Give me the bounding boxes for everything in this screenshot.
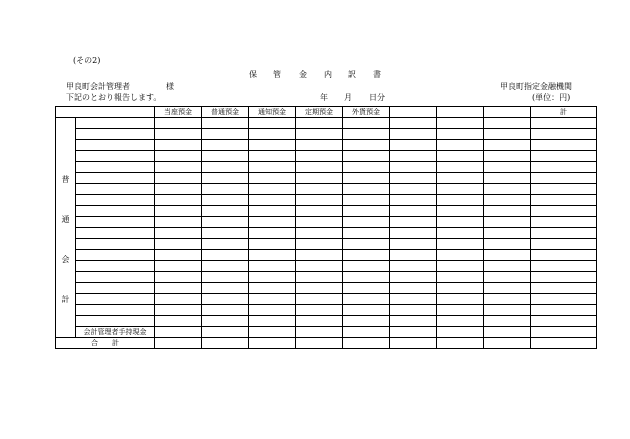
bank-name: 甲良町指定金融機関 [500, 82, 572, 91]
amount-cell[interactable] [343, 327, 390, 338]
amount-cell[interactable] [296, 140, 343, 151]
amount-cell[interactable] [390, 217, 437, 228]
row-description-cell[interactable] [76, 151, 155, 162]
amount-cell[interactable] [531, 206, 597, 217]
title-char: 内 [324, 70, 332, 79]
amount-cell[interactable] [390, 195, 437, 206]
title-char: 訳 [348, 70, 356, 79]
amount-cell[interactable] [390, 162, 437, 173]
addressee: 甲良町会計管理者 [66, 82, 130, 91]
amount-cell[interactable] [484, 272, 531, 283]
row-description-cell[interactable] [76, 305, 155, 316]
amount-cell[interactable] [343, 294, 390, 305]
amount-cell[interactable] [155, 140, 202, 151]
amount-cell[interactable] [531, 173, 597, 184]
row-description-cell[interactable] [76, 272, 155, 283]
table-row [56, 305, 597, 316]
column-header [390, 107, 437, 118]
amount-cell[interactable] [484, 195, 531, 206]
table-row [56, 162, 597, 173]
amount-cell[interactable] [296, 151, 343, 162]
amount-cell[interactable] [155, 228, 202, 239]
amount-cell[interactable] [249, 327, 296, 338]
amount-cell[interactable] [343, 140, 390, 151]
amount-cell[interactable] [249, 250, 296, 261]
amount-cell[interactable] [343, 239, 390, 250]
section-label-char: 普 [61, 175, 70, 184]
amount-cell[interactable] [155, 217, 202, 228]
amount-cell[interactable] [531, 261, 597, 272]
row-description-cell[interactable] [76, 217, 155, 228]
table-row [56, 261, 597, 272]
amount-cell[interactable] [484, 206, 531, 217]
row-description-cell[interactable] [76, 316, 155, 327]
amount-cell[interactable] [202, 228, 249, 239]
amount-cell[interactable] [249, 162, 296, 173]
amount-cell[interactable] [531, 272, 597, 283]
amount-cell[interactable] [249, 195, 296, 206]
amount-cell[interactable] [202, 327, 249, 338]
total-amount-cell[interactable] [296, 338, 343, 349]
amount-cell[interactable] [390, 140, 437, 151]
table-row [56, 151, 597, 162]
cash-row [56, 327, 597, 338]
amount-cell[interactable] [484, 250, 531, 261]
amount-cell[interactable] [343, 228, 390, 239]
amount-cell[interactable] [484, 261, 531, 272]
row-description-cell[interactable] [76, 228, 155, 239]
amount-cell[interactable] [343, 184, 390, 195]
amount-cell[interactable] [249, 140, 296, 151]
section-label-char: 計 [61, 295, 70, 304]
amount-cell[interactable] [296, 228, 343, 239]
total-amount-cell[interactable] [155, 338, 202, 349]
column-header: 当座預金 [155, 107, 202, 118]
amount-cell[interactable] [437, 316, 484, 327]
amount-cell[interactable] [155, 195, 202, 206]
amount-cell[interactable] [155, 250, 202, 261]
amount-cell[interactable] [296, 184, 343, 195]
amount-cell[interactable] [296, 283, 343, 294]
section-label-char: 通 [61, 215, 70, 224]
amount-cell[interactable] [484, 129, 531, 140]
amount-cell[interactable] [531, 162, 597, 173]
amount-cell[interactable] [155, 184, 202, 195]
amount-cell[interactable] [296, 305, 343, 316]
amount-cell[interactable] [531, 195, 597, 206]
amount-cell[interactable] [202, 250, 249, 261]
table-row [56, 239, 597, 250]
row-description-cell[interactable] [76, 294, 155, 305]
amount-cell[interactable] [390, 294, 437, 305]
table-row [56, 140, 597, 151]
amount-cell[interactable] [390, 283, 437, 294]
amount-cell[interactable] [202, 129, 249, 140]
row-description-cell[interactable] [76, 129, 155, 140]
amount-cell[interactable] [202, 272, 249, 283]
amount-cell[interactable] [343, 173, 390, 184]
row-description-cell[interactable] [76, 162, 155, 173]
table-row [56, 217, 597, 228]
row-description-cell[interactable] [76, 206, 155, 217]
amount-cell[interactable] [296, 294, 343, 305]
amount-cell[interactable] [343, 206, 390, 217]
total-row-label: 合 計 [56, 338, 155, 349]
amount-cell[interactable] [390, 206, 437, 217]
amount-cell[interactable] [437, 261, 484, 272]
amount-cell[interactable] [155, 316, 202, 327]
amount-cell[interactable] [155, 206, 202, 217]
amount-cell[interactable] [296, 195, 343, 206]
row-description-cell[interactable] [76, 140, 155, 151]
amount-cell[interactable] [437, 239, 484, 250]
amount-cell[interactable] [531, 217, 597, 228]
amount-cell[interactable] [437, 250, 484, 261]
amount-cell[interactable] [296, 206, 343, 217]
amount-cell[interactable] [484, 162, 531, 173]
table-header-row [56, 107, 597, 118]
amount-cell[interactable] [296, 173, 343, 184]
amount-cell[interactable] [484, 140, 531, 151]
cash-row-label: 会計管理者手持現金 [76, 327, 155, 338]
amount-cell[interactable] [437, 206, 484, 217]
amount-cell[interactable] [390, 118, 437, 129]
amount-cell[interactable] [343, 283, 390, 294]
table-row [56, 283, 597, 294]
amount-cell[interactable] [249, 129, 296, 140]
amount-cell[interactable] [484, 316, 531, 327]
amount-cell[interactable] [531, 151, 597, 162]
amount-cell[interactable] [343, 316, 390, 327]
amount-cell[interactable] [390, 184, 437, 195]
amount-cell[interactable] [249, 151, 296, 162]
date-year: 年 [320, 93, 328, 102]
amount-cell[interactable] [296, 118, 343, 129]
amount-cell[interactable] [249, 305, 296, 316]
amount-cell[interactable] [531, 250, 597, 261]
amount-cell[interactable] [155, 261, 202, 272]
amount-cell[interactable] [484, 118, 531, 129]
amount-cell[interactable] [296, 217, 343, 228]
amount-cell[interactable] [202, 294, 249, 305]
breakdown-table [55, 106, 597, 349]
title-char: 金 [299, 70, 307, 79]
amount-cell[interactable] [437, 272, 484, 283]
amount-cell[interactable] [202, 261, 249, 272]
column-header: 通知預金 [249, 107, 296, 118]
table-row [56, 228, 597, 239]
amount-cell[interactable] [437, 118, 484, 129]
amount-cell[interactable] [437, 195, 484, 206]
amount-cell[interactable] [531, 294, 597, 305]
amount-cell[interactable] [343, 151, 390, 162]
title-char: 保 [249, 70, 257, 79]
amount-cell[interactable] [249, 206, 296, 217]
amount-cell[interactable] [202, 195, 249, 206]
amount-cell[interactable] [437, 327, 484, 338]
amount-cell[interactable] [531, 118, 597, 129]
amount-cell[interactable] [390, 228, 437, 239]
amount-cell[interactable] [343, 305, 390, 316]
row-description-cell[interactable] [76, 173, 155, 184]
table-row [56, 206, 597, 217]
amount-cell[interactable] [531, 140, 597, 151]
amount-cell[interactable] [484, 151, 531, 162]
title-char: 書 [373, 70, 381, 79]
amount-cell[interactable] [296, 129, 343, 140]
amount-cell[interactable] [343, 195, 390, 206]
row-description-cell[interactable] [76, 250, 155, 261]
amount-cell[interactable] [484, 327, 531, 338]
total-amount-cell[interactable] [484, 338, 531, 349]
amount-cell[interactable] [155, 118, 202, 129]
amount-cell[interactable] [202, 239, 249, 250]
total-amount-cell[interactable] [343, 338, 390, 349]
amount-cell[interactable] [249, 184, 296, 195]
amount-cell[interactable] [155, 327, 202, 338]
amount-cell[interactable] [249, 217, 296, 228]
amount-cell[interactable] [296, 239, 343, 250]
amount-cell[interactable] [249, 239, 296, 250]
amount-cell[interactable] [531, 283, 597, 294]
document-title [249, 70, 389, 80]
table-row [56, 173, 597, 184]
table-row [56, 118, 597, 129]
amount-cell[interactable] [202, 173, 249, 184]
unit-label: (単位：円) [532, 93, 571, 102]
row-description-cell[interactable] [76, 184, 155, 195]
amount-cell[interactable] [202, 162, 249, 173]
amount-cell[interactable] [531, 184, 597, 195]
amount-cell[interactable] [437, 217, 484, 228]
amount-cell[interactable] [390, 316, 437, 327]
amount-cell[interactable] [202, 184, 249, 195]
amount-cell[interactable] [155, 129, 202, 140]
amount-cell[interactable] [437, 283, 484, 294]
amount-cell[interactable] [437, 151, 484, 162]
amount-cell[interactable] [484, 228, 531, 239]
amount-cell[interactable] [155, 272, 202, 283]
amount-cell[interactable] [484, 283, 531, 294]
amount-cell[interactable] [531, 305, 597, 316]
amount-cell[interactable] [202, 283, 249, 294]
amount-cell[interactable] [484, 305, 531, 316]
amount-cell[interactable] [437, 305, 484, 316]
amount-cell[interactable] [531, 129, 597, 140]
amount-cell[interactable] [531, 327, 597, 338]
amount-cell[interactable] [390, 305, 437, 316]
header-cell-blank [56, 107, 155, 118]
amount-cell[interactable] [296, 162, 343, 173]
amount-cell[interactable] [296, 272, 343, 283]
amount-cell[interactable] [249, 294, 296, 305]
row-description-cell[interactable] [76, 261, 155, 272]
row-description-cell[interactable] [76, 118, 155, 129]
amount-cell[interactable] [531, 316, 597, 327]
amount-cell[interactable] [484, 239, 531, 250]
table-row [56, 272, 597, 283]
date-month: 月 [344, 93, 352, 102]
amount-cell[interactable] [296, 250, 343, 261]
row-description-cell[interactable] [76, 283, 155, 294]
amount-cell[interactable] [202, 151, 249, 162]
amount-cell[interactable] [531, 239, 597, 250]
amount-cell[interactable] [531, 228, 597, 239]
table-row [56, 195, 597, 206]
amount-cell[interactable] [484, 217, 531, 228]
amount-cell[interactable] [249, 261, 296, 272]
amount-cell[interactable] [296, 327, 343, 338]
amount-cell[interactable] [390, 173, 437, 184]
total-amount-cell[interactable] [437, 338, 484, 349]
amount-cell[interactable] [155, 173, 202, 184]
amount-cell[interactable] [296, 261, 343, 272]
amount-cell[interactable] [249, 283, 296, 294]
column-header: 外貨預金 [343, 107, 390, 118]
amount-cell[interactable] [390, 151, 437, 162]
amount-cell[interactable] [437, 294, 484, 305]
amount-cell[interactable] [202, 206, 249, 217]
amount-cell[interactable] [249, 228, 296, 239]
amount-cell[interactable] [202, 140, 249, 151]
amount-cell[interactable] [202, 316, 249, 327]
amount-cell[interactable] [437, 184, 484, 195]
amount-cell[interactable] [343, 129, 390, 140]
amount-cell[interactable] [484, 184, 531, 195]
amount-cell[interactable] [343, 261, 390, 272]
honorific: 様 [166, 82, 174, 91]
amount-cell[interactable] [343, 217, 390, 228]
amount-cell[interactable] [155, 283, 202, 294]
row-description-cell[interactable] [76, 239, 155, 250]
table-row [56, 250, 597, 261]
amount-cell[interactable] [249, 316, 296, 327]
page-tag: (その2) [73, 56, 101, 65]
amount-cell[interactable] [390, 250, 437, 261]
amount-cell[interactable] [155, 151, 202, 162]
amount-cell[interactable] [390, 129, 437, 140]
amount-cell[interactable] [155, 305, 202, 316]
total-amount-cell[interactable] [390, 338, 437, 349]
column-header: 定期預金 [296, 107, 343, 118]
amount-cell[interactable] [343, 272, 390, 283]
amount-cell[interactable] [484, 173, 531, 184]
amount-cell[interactable] [437, 228, 484, 239]
total-row [56, 338, 597, 349]
section-label-general-account [56, 118, 76, 338]
amount-cell[interactable] [390, 272, 437, 283]
table-row [56, 294, 597, 305]
amount-cell[interactable] [249, 272, 296, 283]
amount-cell[interactable] [437, 140, 484, 151]
table-body [56, 107, 597, 349]
amount-cell[interactable] [343, 250, 390, 261]
total-amount-cell[interactable] [531, 338, 597, 349]
amount-cell[interactable] [296, 316, 343, 327]
amount-cell[interactable] [343, 162, 390, 173]
amount-cell[interactable] [155, 239, 202, 250]
amount-cell[interactable] [390, 327, 437, 338]
amount-cell[interactable] [202, 118, 249, 129]
amount-cell[interactable] [202, 217, 249, 228]
table-row [56, 184, 597, 195]
column-header [437, 107, 484, 118]
amount-cell[interactable] [390, 261, 437, 272]
amount-cell[interactable] [155, 294, 202, 305]
amount-cell[interactable] [202, 305, 249, 316]
amount-cell[interactable] [437, 129, 484, 140]
title-char: 管 [273, 70, 281, 79]
report-line: 下記のとおり報告します。 [66, 93, 162, 102]
amount-cell[interactable] [437, 162, 484, 173]
column-header: 普通預金 [202, 107, 249, 118]
column-header [484, 107, 531, 118]
amount-cell[interactable] [437, 173, 484, 184]
table-row [56, 129, 597, 140]
row-description-cell[interactable] [76, 195, 155, 206]
amount-cell[interactable] [155, 162, 202, 173]
amount-cell[interactable] [484, 294, 531, 305]
amount-cell[interactable] [249, 118, 296, 129]
amount-cell[interactable] [249, 173, 296, 184]
amount-cell[interactable] [390, 239, 437, 250]
total-amount-cell[interactable] [249, 338, 296, 349]
total-amount-cell[interactable] [202, 338, 249, 349]
section-label-char: 会 [61, 255, 70, 264]
table-row [56, 316, 597, 327]
date-day: 日分 [369, 93, 385, 102]
amount-cell[interactable] [343, 118, 390, 129]
column-header: 計 [531, 107, 597, 118]
